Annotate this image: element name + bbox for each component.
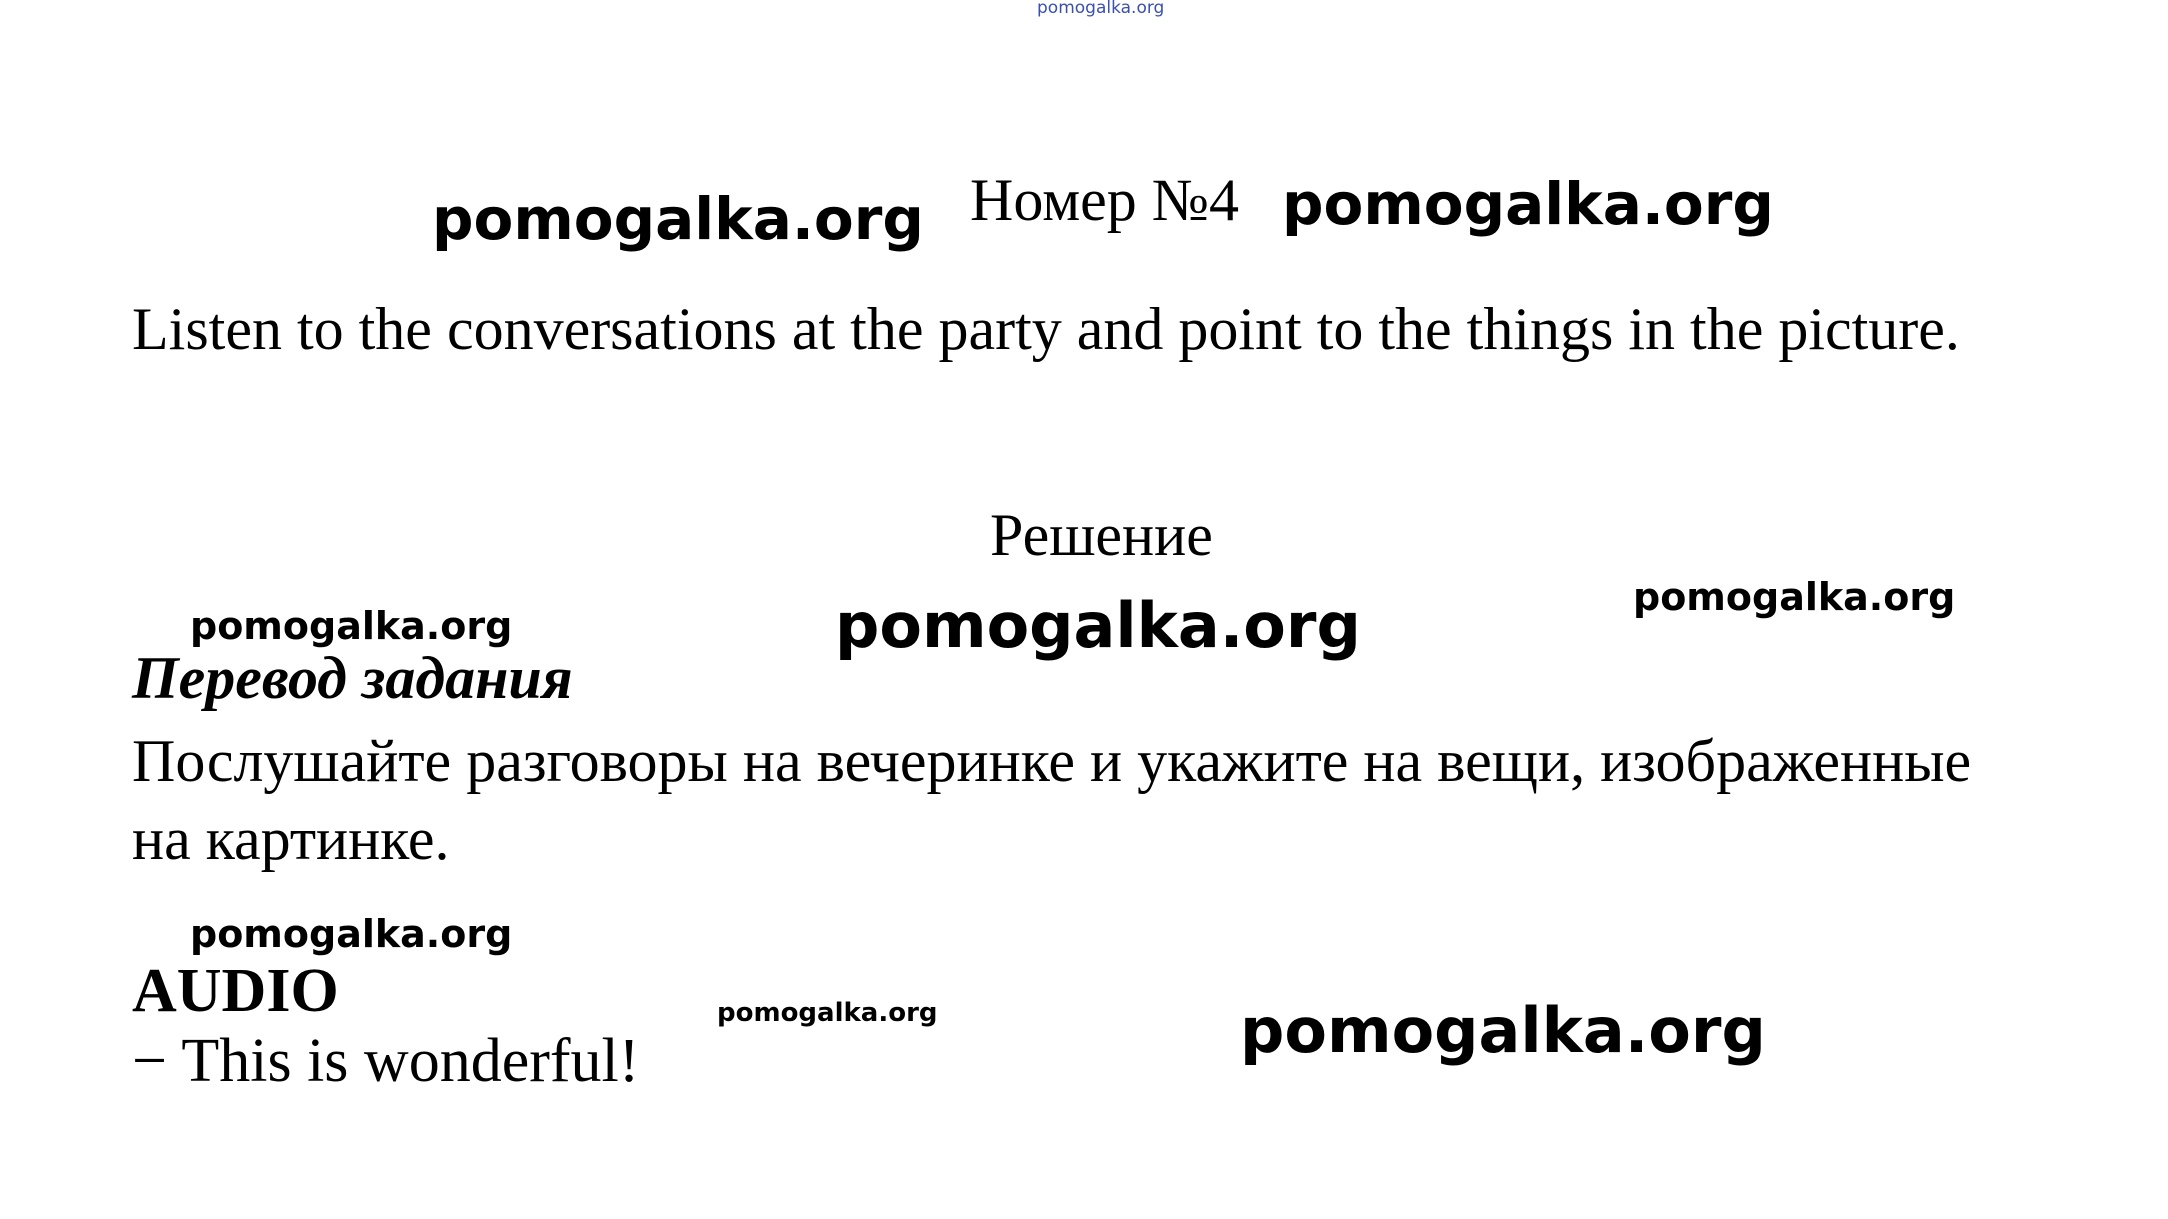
task-text: Listen to the conversations at the party and point to the things in the picture. xyxy=(132,296,1960,362)
watermark: pomogalka.org xyxy=(835,589,1361,662)
watermark: pomogalka.org xyxy=(717,998,938,1028)
watermark: pomogalka.org xyxy=(1240,994,1766,1067)
watermark: pomogalka.org xyxy=(1633,575,1956,619)
watermark: pomogalka.org xyxy=(190,604,513,648)
audio-title: AUDIO xyxy=(132,957,339,1025)
page-title: Номер №4 xyxy=(970,167,1240,233)
top-stamp-watermark: pomogalka.org xyxy=(1037,0,1165,18)
watermark: pomogalka.org xyxy=(190,912,513,956)
translation-title: Перевод задания xyxy=(132,645,573,711)
translation-text: Послушайте разговоры на вечеринке и укажите на вещи, изображенные на картинке. xyxy=(132,728,1972,872)
audio-line: − This is wonderful! xyxy=(132,1027,640,1095)
solution-heading: Решение xyxy=(990,502,1213,568)
watermark: pomogalka.org xyxy=(432,185,924,253)
watermark: pomogalka.org xyxy=(1282,170,1774,238)
